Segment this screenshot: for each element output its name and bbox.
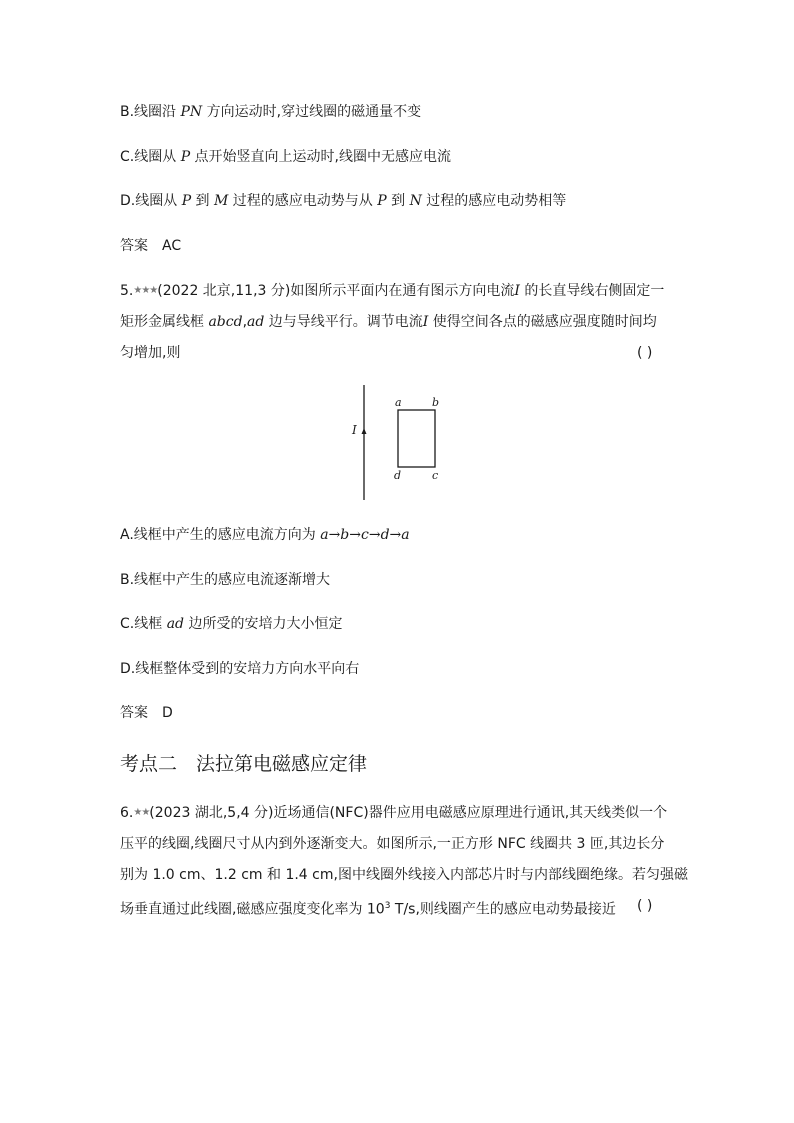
- variable: N: [409, 193, 422, 209]
- option-d-q5: [120, 660, 359, 678]
- current-arrow-icon: [362, 428, 367, 434]
- exponent: 3: [384, 901, 391, 911]
- question-6-line-4: [120, 897, 616, 919]
- option-text: 到: [386, 193, 410, 209]
- option-text: 过程的感应电动势相等: [421, 193, 567, 209]
- option-text: 方向运动时,穿过线圈的磁通量不变: [202, 104, 422, 120]
- answer-q5: [120, 704, 173, 722]
- variable: abcd: [208, 314, 243, 330]
- option-c-q4: [120, 148, 451, 166]
- current-label: I: [352, 423, 357, 437]
- variable: P: [181, 193, 192, 209]
- option-c-q5: [120, 615, 342, 633]
- answer-value: D: [162, 705, 173, 721]
- question-text: 别为 1.0 cm、1.2 cm 和 1.4 cm,图中线圈外线接入内部芯片时与内部线圈绝缘。若匀强磁: [120, 867, 688, 883]
- variable: PN: [180, 104, 203, 120]
- difficulty-stars-icon: ★★: [133, 807, 150, 818]
- question-text: 矩形金属线框: [120, 314, 209, 330]
- option-text: D.线圈从: [120, 193, 182, 209]
- option-text: 点开始竖直向上运动时,线圈中无感应电流: [190, 149, 452, 165]
- variable: ad: [166, 616, 184, 632]
- question-text: (2022 北京,11,3 分)如图所示平面内在通有图示方向电流: [157, 283, 515, 299]
- option-text: D.线框整体受到的安培力方向水平向右: [120, 661, 360, 677]
- difficulty-stars-icon: ★★★: [133, 285, 158, 296]
- option-b-q4: [120, 103, 421, 121]
- question-number: 5.: [120, 283, 134, 299]
- question-6-line-1: [120, 804, 667, 822]
- option-text: A.线框中产生的感应电流方向为: [120, 527, 321, 543]
- question-6-line-3: [120, 866, 688, 884]
- question-text: 匀增加,则: [120, 345, 181, 361]
- option-text: C.线圈从: [120, 149, 181, 165]
- question-text: 使得空间各点的磁感应强度随时间均: [428, 314, 657, 330]
- option-text: B.线圈沿: [120, 104, 181, 120]
- question-5-line-2: [120, 313, 657, 331]
- option-b-q5: [120, 571, 330, 589]
- variable: M: [214, 193, 229, 209]
- question-text: T/s,则线圈产生的感应电动势最接近: [390, 901, 616, 918]
- question-text: 压平的线圈,线圈尺寸从内到外逐渐变大。如图所示,一正方形 NFC 线圈共 3 匝,其边长分: [120, 836, 665, 852]
- answer-q4: [120, 237, 181, 255]
- question-text: 的长直导线右侧固定一: [519, 283, 665, 299]
- option-text: 到: [191, 193, 215, 209]
- answer-bracket: ( ): [637, 898, 653, 914]
- question-text: (2023 湖北,5,4 分)近场通信(NFC)器件应用电磁感应原理进行通讯,其天线类似一个: [149, 805, 668, 821]
- variable: P: [377, 193, 387, 209]
- answer-value: AC: [162, 238, 182, 254]
- variable: ad: [247, 314, 265, 330]
- option-text: C.线框: [120, 616, 167, 632]
- answer-label: 答案: [120, 238, 148, 254]
- option-text: 边所受的安培力大小恒定: [184, 616, 343, 632]
- question-5-line-3: [120, 344, 180, 362]
- question-text: 场垂直通过此线圈,磁感应强度变化率为 10: [120, 901, 385, 918]
- option-a-q5: [120, 526, 410, 544]
- question-text: ,: [242, 314, 248, 330]
- question-6-line-2: [120, 835, 664, 853]
- variable: I: [514, 283, 520, 299]
- wire-loop-figure: [340, 382, 460, 506]
- section-heading: 考点二 法拉第电磁感应定律: [120, 753, 368, 775]
- vertex-d-label: d: [394, 469, 402, 482]
- question-text: 边与导线平行。调节电流: [264, 314, 423, 330]
- answer-bracket: ( ): [637, 345, 653, 361]
- vertex-b-label: b: [432, 396, 440, 409]
- question-number: 6.: [120, 805, 134, 821]
- variable: I: [422, 314, 429, 330]
- rectangular-loop: [398, 410, 435, 467]
- question-5-line-1: [120, 282, 664, 300]
- option-d-q4: [120, 192, 566, 210]
- option-text: B.线框中产生的感应电流逐渐增大: [120, 572, 331, 588]
- current-direction-sequence: a→b→c→d→a: [320, 527, 410, 543]
- answer-label: 答案: [120, 705, 148, 721]
- vertex-c-label: c: [432, 469, 439, 482]
- option-text: 过程的感应电动势与从: [228, 193, 378, 209]
- variable: P: [180, 149, 191, 165]
- vertex-a-label: a: [395, 396, 402, 409]
